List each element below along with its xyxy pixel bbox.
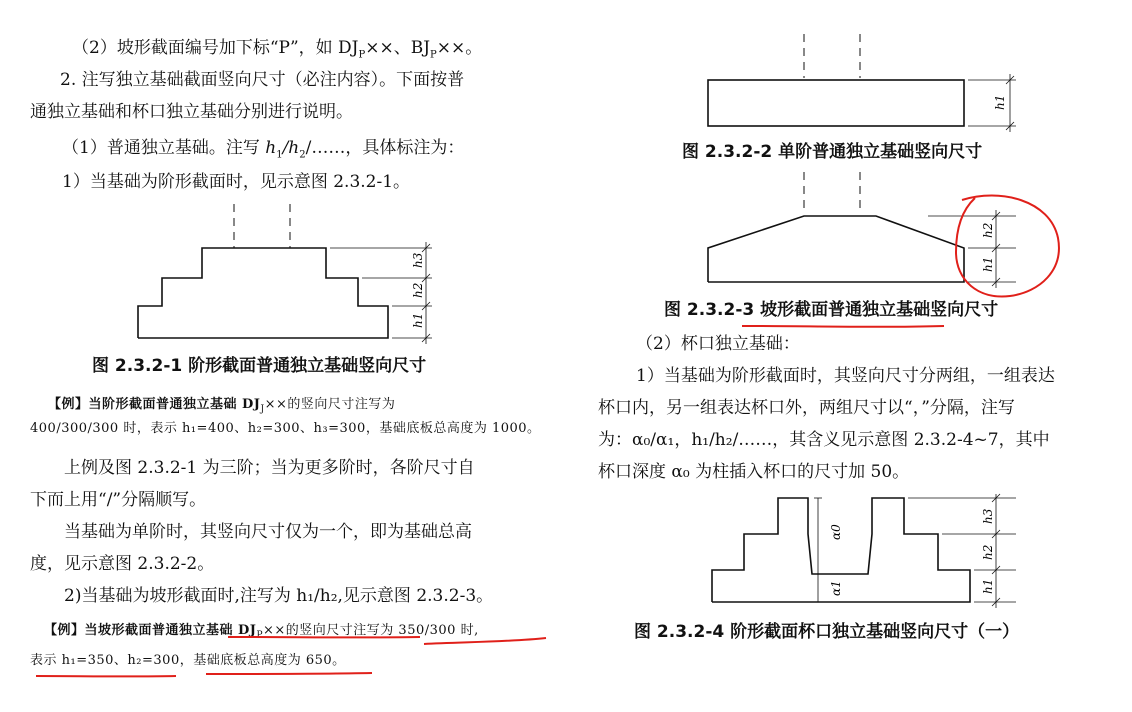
para-2: 2. 注写独立基础截面竖向尺寸（必注内容）。下面按普 [60,70,465,90]
para-4: （1）普通独立基础。注写 $h_1/h_2/\dots\dots$，具体标注为： [62,138,465,161]
label-h2: h2 [411,282,425,298]
figure-3-caption: 图 2.3.2-3 坡形截面普通独立基础竖向尺寸 [664,300,999,320]
para-q1: （2）杯口独立基础： [636,334,800,354]
para-q5: 杯口深度 α₀ 为柱插入杯口的尺寸加 50。 [598,462,910,482]
label-a0: α0 [829,524,843,540]
para-10: 2)当基础为坡形截面时,注写为 h₁/h₂,见示意图 2.3.2-3。 [64,586,494,606]
underline-ex2-d [206,673,372,674]
para-q2: 1）当基础为阶形截面时，其竖向尺寸分两组，一组表达 [636,366,1055,386]
para-9: 度，见示意图 2.3.2-2。 [30,554,215,574]
example-1-line-2: 400/300/300 时，表示 h₁=400、h₂=300、h₃=300，基础底板总高度为 1000。 [30,421,541,436]
para-3: 通独立基础和杯口独立基础分别进行说明。 [30,102,353,122]
label-h2: h2 [981,222,995,238]
figure-1-caption: 图 2.3.2-1 阶形截面普通独立基础竖向尺寸 [92,356,427,376]
para-1: （2）坡形截面编号加下标“P”，如 $DJ_P\times\times$、$BJ_P\times\times$。 [72,38,483,61]
figure-2-caption: 图 2.3.2-2 单阶普通独立基础竖向尺寸 [682,142,983,162]
label-h1: h1 [981,578,995,594]
label-h3: h3 [981,508,995,524]
example-2-line-2: 表示 h₁=350、h₂=300，基础底板总高度为 650。 [30,653,346,668]
para-5: 1）当基础为阶形截面时，见示意图 2.3.2-1。 [62,172,411,192]
para-7: 下而上用“/”分隔顺写。 [30,490,207,510]
underline-fig3 [742,326,944,327]
label-h3: h3 [411,252,425,268]
label-h1: h1 [411,312,425,328]
para-8: 当基础为单阶时，其竖向尺寸仅为一个，即为基础总高 [64,522,472,542]
figure-4-caption: 图 2.3.2-4 阶形截面杯口独立基础竖向尺寸（一） [634,622,1020,642]
example-2-line-1: 【例】当坡形截面普通独立基础 $DJ_P\times\times$的竖向尺寸注写为 350/300 时, [44,623,479,641]
label-h2: h2 [981,544,995,560]
label-h1: h1 [981,256,995,272]
para-q4: 为：α₀/α₁，h₁/h₂/……，其含义见示意图 2.3.2-4~7，其中 [598,430,1050,450]
label-h1: h1 [993,94,1007,110]
example-1-line-1: 【例】当阶形截面普通独立基础 $DJ_J\times\times$的竖向尺寸注写为 [48,397,396,415]
circle-annotation [956,196,1059,297]
para-q3: 杯口内，另一组表达杯口外，两组尺寸以“，”分隔，注写 [598,398,1015,418]
underline-ex2-b [424,638,546,644]
para-6: 上例及图 2.3.2-1 为三阶；当为更多阶时，各阶尺寸自 [64,458,475,478]
label-a1: α1 [829,580,843,596]
